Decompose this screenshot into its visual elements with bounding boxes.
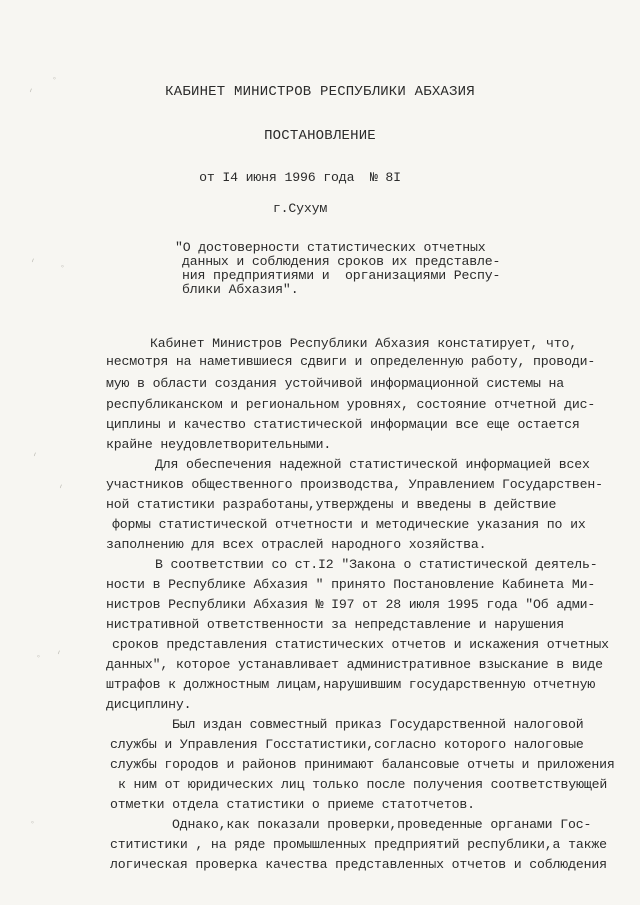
date-line: от I4 июня 1996 года № 8I bbox=[199, 170, 401, 185]
body-line: ности в Республике Абхазия " принято Постановление Кабинета Ми- bbox=[106, 577, 596, 592]
body-line: штрафов к должностным лицам,нарушившим государственную отчетную bbox=[106, 677, 596, 692]
body-line: Для обеспечения надежной статистической информацией всех bbox=[155, 457, 590, 472]
body-line: дисциплину. bbox=[106, 697, 192, 712]
document-page: ᐟ ◦ ᐟ ◦ ᐟ ᐟ ◦ ᐟ ◦ КАБИНЕТ МИНИСТРОВ РЕСПУБЛИКИ АБХАЗИЯ ПОСТАНОВЛЕНИЕ от I4 июня 1996 года № 8I г.Сухум "О достоверности статистических отчетных данных и соблюдения сроков их представле- ния предприятиями и организациями Респу- блики Абхазия". Кабинет Министров Республики Абхазия констатирует, что, несмотря на наметившиеся сдвиги и определенную работу, проводи- мую в области создания устойчивой информационной системы на республиканском и региональном уровнях, состояние отчетной дис- циплины и качество статистической информации все еще остается крайне неудовлетворительными. Для обеспечения надежной статистической информацией всех участников общественного производства, Управлением Государствен- ной статистики разработаны,утверждены и введены в действие формы статистической отчетности и методические указания по их заполнению для всех отраслей народного хозяйства. В соответствии со ст.I2 "Закона о статистической деятель- ности в Республике Абхазия " принято Постановление Кабинета Ми- нистров Республики Абхазия № I97 от 28 июля 1995 года "Об адми- нистративной ответственности за непредставление и нарушения сроков представления статистических отчетов и искажения отчетных данных", которое устанавливает административное взыскание в виде штрафов к должностным лицам,нарушившим государственную отчетную дисциплину. Был издан совместный приказ Государственной налоговой службы и Управления Госстатистики,согласно которого налоговые службы городов и районов принимают балансовые отчеты и приложения к ним от юридических лиц только после получения соответствующей отметки отдела статистики о приеме статотчетов. Однако,как показали проверки,проведенные органами Гос- ститистики , на ряде промышленных предприятий республики,а также логическая проверка качества представленных отчетов и соблюдения bbox=[0, 0, 640, 905]
body-line: циплины и качество статистической информации все еще остается bbox=[106, 417, 580, 432]
body-line: службы городов и районов принимают балансовые отчеты и приложения bbox=[110, 757, 615, 772]
subject-line: "О достоверности статистических отчетных bbox=[175, 240, 486, 255]
subject-line: данных и соблюдения сроков их представле- bbox=[182, 254, 501, 269]
cabinet-heading: КАБИНЕТ МИНИСТРОВ РЕСПУБЛИКИ АБХАЗИЯ bbox=[165, 84, 475, 100]
body-line: логическая проверка качества представленных отчетов и соблюдения bbox=[110, 857, 607, 872]
body-line: отметки отдела статистики о приеме статотчетов. bbox=[110, 797, 475, 812]
city-line: г.Сухум bbox=[272, 201, 328, 216]
body-line: крайне неудовлетворительными. bbox=[106, 437, 332, 452]
body-line: к ним от юридических лиц только после получения соответствующей bbox=[118, 777, 608, 792]
body-line: заполнению для всех отраслей народного хозяйства. bbox=[106, 537, 487, 552]
body-line: республиканском и региональном уровнях, состояние отчетной дис- bbox=[106, 397, 596, 412]
body-line: Кабинет Министров Республики Абхазия констатирует, что, bbox=[150, 336, 578, 351]
body-line: несмотря на наметившиеся сдвиги и определенную работу, проводи- bbox=[106, 354, 596, 369]
body-line: Был издан совместный приказ Государственной налоговой bbox=[172, 717, 584, 732]
body-line: службы и Управления Госстатистики,согласно которого налоговые bbox=[110, 737, 584, 752]
body-line: данных", которое устанавливает административное взыскание в виде bbox=[106, 657, 603, 672]
subject-line: ния предприятиями и организациями Респу- bbox=[182, 268, 501, 283]
body-line: В соответствии со ст.I2 "Закона о статистической деятель- bbox=[155, 557, 598, 572]
body-line: ной статистики разработаны,утверждены и введены в действие bbox=[106, 497, 557, 512]
body-line: нистров Республики Абхазия № I97 от 28 июля 1995 года "Об адми- bbox=[106, 597, 596, 612]
body-line: сроков представления статистических отчетов и искажения отчетных bbox=[112, 637, 609, 652]
document-type: ПОСТАНОВЛЕНИЕ bbox=[264, 128, 376, 144]
body-line: нистративной ответственности за непредставление и нарушения bbox=[106, 617, 565, 632]
body-line: мую в области создания устойчивой информационной системы на bbox=[106, 376, 565, 391]
body-line: участников общественного производства, Управлением Государствен- bbox=[106, 477, 603, 492]
body-line: формы статистической отчетности и методические указания по их bbox=[112, 517, 586, 532]
body-line: ститистики , на ряде промышленных предприятий республики,а также bbox=[110, 837, 607, 852]
subject-line: блики Абхазия". bbox=[182, 282, 299, 297]
body-line: Однако,как показали проверки,проведенные органами Гос- bbox=[172, 817, 592, 832]
